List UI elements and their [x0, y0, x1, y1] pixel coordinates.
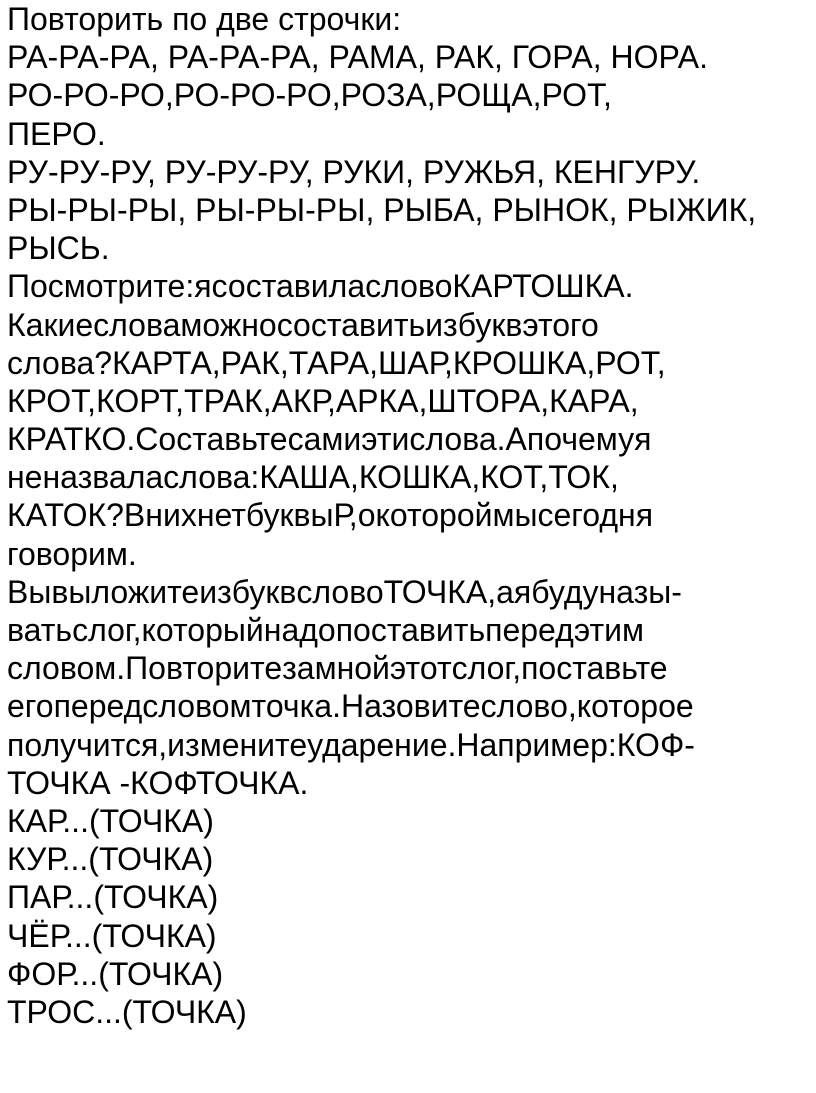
exercise-item: ТРОС...(ТОЧКА) [7, 993, 247, 1030]
paragraph-line: КРАТКО. Составьте сами эти слова. А почему я [7, 421, 652, 458]
paragraph-line: словом. Повторите за мной этот слог, поставьте [7, 650, 668, 687]
paragraph-line: КАТОК? В них нет буквы Р, о которой мы сегодня [7, 497, 654, 534]
paragraph-line: его перед словом точка. Назовите слово, которое [7, 688, 694, 725]
exercise-item: ЧЁР...(ТОЧКА) [7, 917, 217, 954]
syllable-line: РО-РО-РО, РО-РО-РО, РОЗА, РОЩА, РОТ, [7, 77, 612, 114]
paragraph-line: говорим. [7, 535, 137, 572]
paragraph-line: Посмотрите: я составила слово КАРТОШКА. [7, 268, 634, 305]
exercise-item: ПАР...(ТОЧКА) [7, 879, 219, 916]
paragraph-line: получится, измените ударение. Например: КОФ- [7, 726, 695, 763]
paragraph-line: слова? КАРТА, РАК, ТАРА, ШАР, КРОШКА, РОТ, [7, 344, 666, 381]
paragraph-line: не назвала слова: КАША, КОШКА, КОТ, ТОК, [7, 459, 619, 496]
syllable-line: РЫСЬ. [7, 230, 110, 267]
exercise-item: КАР...(ТОЧКА) [7, 802, 214, 839]
paragraph-line: вать слог, который надо поставить перед этим [7, 612, 644, 648]
paragraph-line: ТОЧКА -КОФТОЧКА. [7, 764, 309, 801]
document-page [7, 0, 812, 1031]
paragraph-line: Вы выложите из букв слово ТОЧКА, а я буду назы- [7, 573, 682, 610]
syllable-line: РУ-РУ-РУ, РУ-РУ-РУ, РУКИ, РУЖЬЯ, КЕНГУРУ. [7, 153, 701, 190]
paragraph-line: Какие слова можно составить из букв этого [7, 306, 599, 343]
heading: Повторить по две строчки: [7, 1, 402, 37]
syllable-line: ПЕРО. [7, 115, 106, 152]
paragraph-line: КРОТ, КОРТ, ТРАК, АКР, АРКА, ШТОРА, КАРА, [7, 382, 639, 419]
exercise-item: КУР...(ТОЧКА) [7, 841, 214, 878]
syllable-line: РЫ-РЫ-РЫ, РЫ-РЫ-РЫ, РЫБА, РЫНОК, РЫЖИК, [7, 191, 757, 228]
syllable-line: РА-РА-РА, РА-РА-РА, РАМА, РАК, ГОРА, НОРА. [7, 39, 708, 76]
exercise-item: ФОР...(ТОЧКА) [7, 955, 224, 992]
